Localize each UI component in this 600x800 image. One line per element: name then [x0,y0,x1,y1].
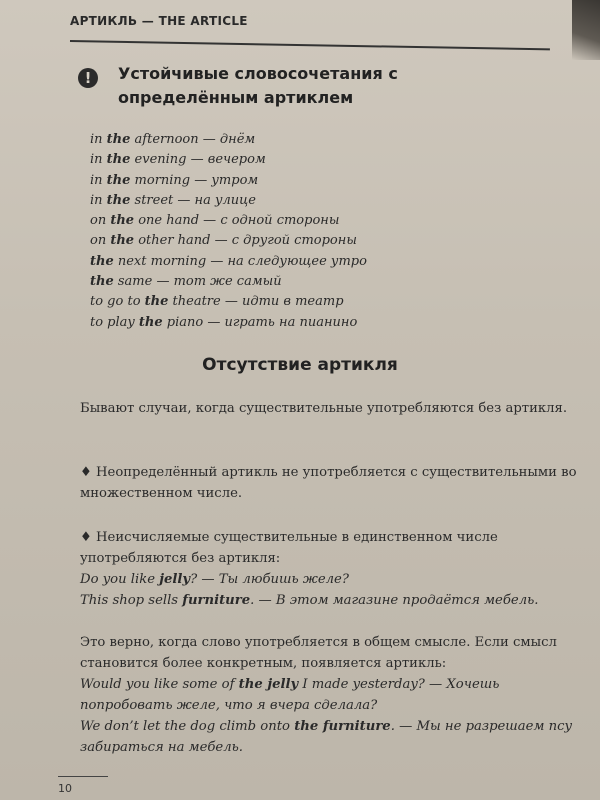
rule-uncountable-text: ♦ Неисчисляемые существительные в единственном числе употребляются без артикля: [80,530,498,566]
phrase-item: in the morning — утром [90,172,259,188]
example-4: We don’t let the dog climb onto the furniture. — Мы не разрешаем псу забираться на мебель. [80,719,573,755]
footer-rule [58,776,108,777]
note-text: Это верно, когда слово употребляется в общем смысле. Если смысл становится более конкретным, появляется артикль: [80,635,557,671]
phrase-item: the next morning — на следующее утро [90,253,367,269]
phrase-item: on the one hand — с одной стороны [90,213,340,229]
phrase-item: in the afternoon — днём [90,132,256,147]
phrase-list [90,130,510,333]
page-shadow [572,0,600,60]
phrase-item: in the street — на улице [90,192,256,208]
rule-uncountable [80,527,580,611]
phrase-item: on the other hand — с другой стороны [90,233,357,249]
phrase-item: the same — тот же самый [90,274,282,290]
header-rule [70,40,550,50]
running-header: АРТИКЛЬ — THE ARTICLE [70,14,248,28]
intro-paragraph: Бывают случаи, когда существительные употребляются без артикля. [80,401,568,416]
example-2: This shop sells furniture. — В этом магазине продаётся мебель. [80,593,539,608]
example-3: Would you like some of the jelly I made yesterday? — Хочешь попробовать желе, что я вчера сделала? [80,677,500,713]
page-number: 10 [58,782,72,795]
example-1: Do you like jelly? — Ты любишь желе? [80,572,349,587]
phrase-item: in the evening — вечером [90,152,266,168]
exclamation-icon: ! [78,68,98,88]
box-title: Устойчивые словосочетания с определённым артиклем [118,64,398,107]
rule-indefinite-plural: ♦ Неопределённый артикль не употребляется с существительными во множественном числе. [80,465,577,501]
section-title: Отсутствие артикля [202,355,398,375]
phrase-item: to play the piano — играть на пианино [90,314,358,330]
specific-meaning-note [80,632,580,758]
phrase-item: to go to the theatre — идти в театр [90,294,344,310]
